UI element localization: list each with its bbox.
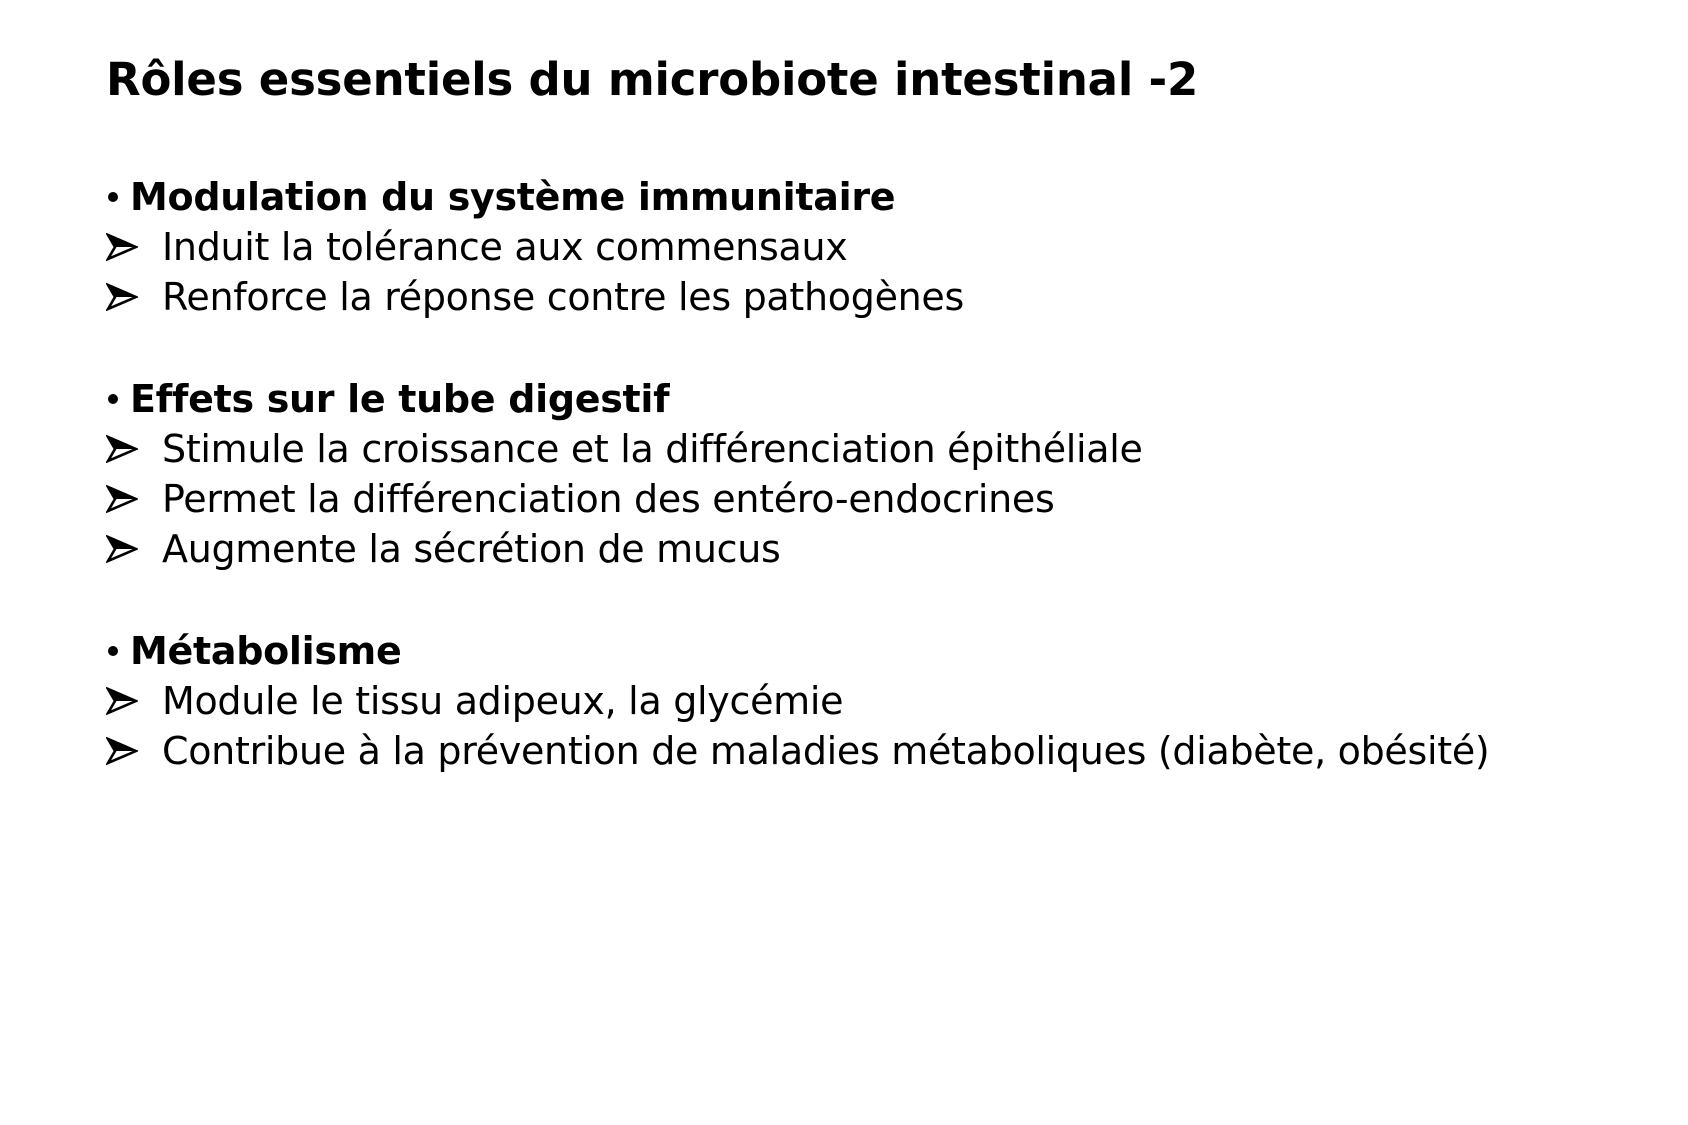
list-item-text: Augmente la sécrétion de mucus [162,527,781,571]
list-item-text: Permet la différenciation des entéro-endocrines [162,477,1055,521]
section-immune [106,172,1646,322]
arrowhead-bullet-icon [106,737,138,765]
bullet-dot-icon [108,646,118,656]
list-item [106,474,1646,524]
list-item-text: Induit la tolérance aux commensaux [162,225,848,269]
arrowhead-bullet-icon [106,233,138,261]
bullet-dot-icon [108,394,118,404]
arrowhead-bullet-icon [106,485,138,513]
list-item [106,272,1646,322]
slide-title: Rôles essentiels du microbiote intestinal -2 [106,53,1199,106]
section-heading-label: Modulation du système immunitaire [130,175,896,219]
arrowhead-bullet-icon [106,283,138,311]
list-item [106,524,1646,574]
list-item [106,676,1646,726]
section-heading [106,172,1646,222]
section-heading [106,626,1646,676]
arrowhead-bullet-icon [106,435,138,463]
list-item-text: Module le tissu adipeux, la glycémie [162,679,844,723]
sub-bullet-list [106,676,1646,776]
sub-bullet-list [106,222,1646,322]
arrowhead-bullet-icon [106,687,138,715]
section-digestive [106,374,1646,574]
section-heading-label: Métabolisme [130,629,402,673]
list-item-text: Renforce la réponse contre les pathogènes [162,275,965,319]
list-item-text: Stimule la croissance et la différenciation épithéliale [162,427,1143,471]
list-item [106,424,1646,474]
sub-bullet-list [106,424,1646,574]
list-item-text: Contribue à la prévention de maladies métaboliques (diabète, obésité) [162,729,1490,773]
slide-content [106,172,1646,828]
bullet-dot-icon [108,192,118,202]
list-item [106,726,1646,776]
section-heading [106,374,1646,424]
section-heading-label: Effets sur le tube digestif [130,377,670,421]
section-metabolism [106,626,1646,776]
list-item [106,222,1646,272]
arrowhead-bullet-icon [106,535,138,563]
